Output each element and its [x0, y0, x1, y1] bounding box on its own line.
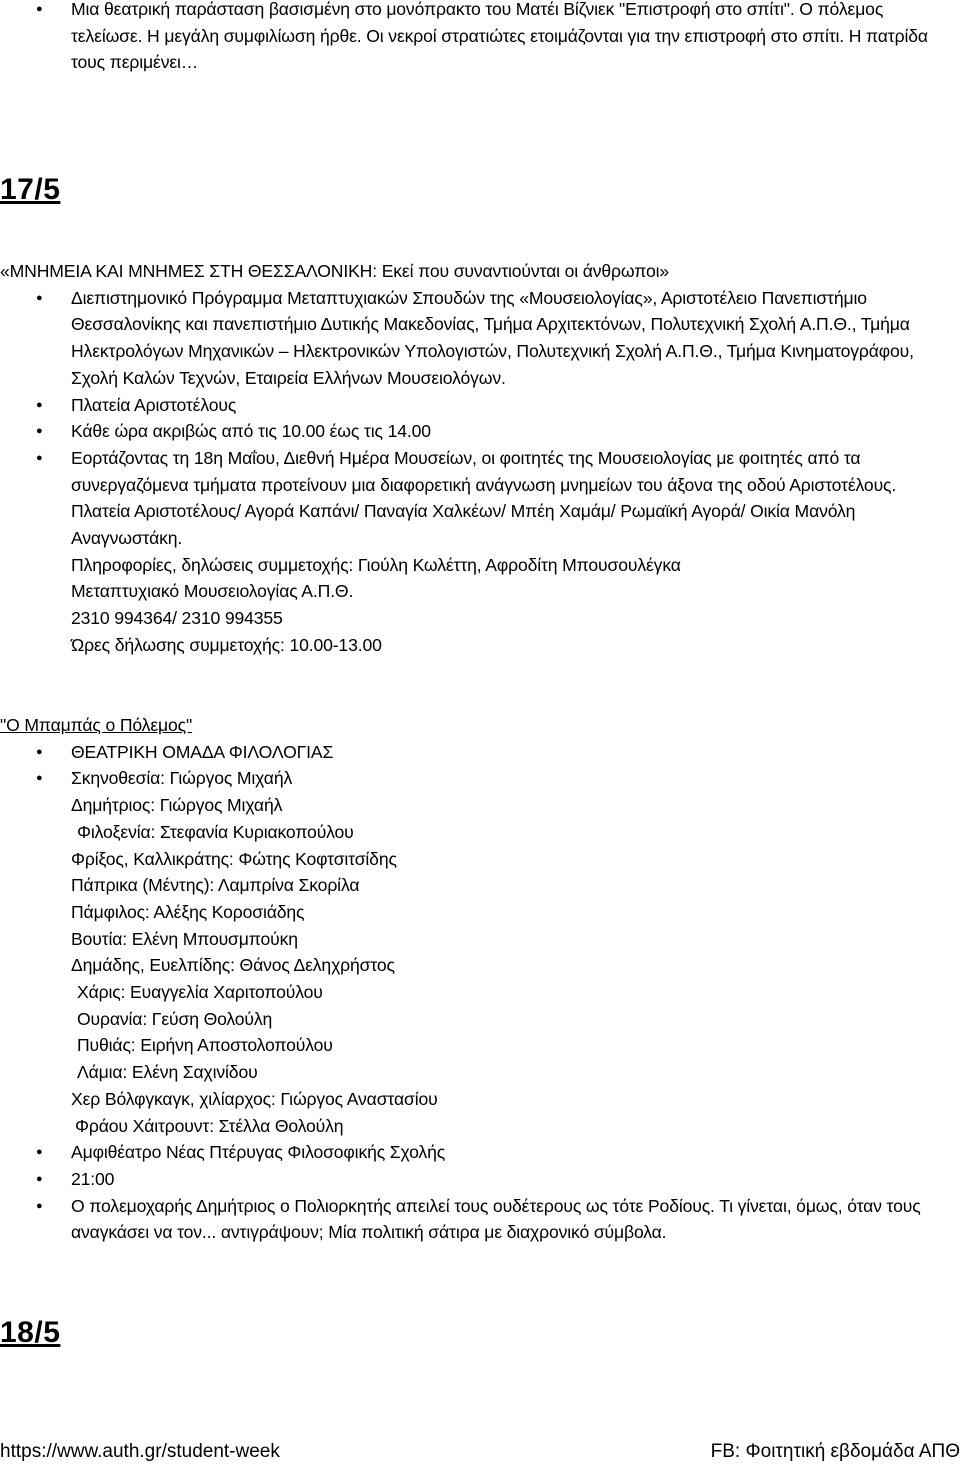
event-museums-hours: Ώρες δήλωσης συμμετοχής: 10.00-13.00 — [71, 634, 382, 655]
event-museums-section — [0, 258, 960, 659]
cast-item: Πυθιάς: Ειρήνη Αποστολοπούλου — [77, 1035, 333, 1056]
event-theater-title: "Ο Μπαμπάς ο Πόλεμος" — [0, 715, 193, 735]
cast-item: Χάρις: Ευαγγελία Χαριτοπούλου — [77, 982, 323, 1003]
intro-paragraph: ● Μια θεατρική παράσταση βασισμένη στο μονόπρακτο του Ματέι Βίζνιεκ "Επιστροφή στο σπίτι". Ο πόλεμος τελείωσε. Η μεγάλη συμφιλίωση ήρθε. Οι νεκροί στρατιώτες ετοιμάζονται για την επιστροφή στο σπίτι. Η πατρίδα τους περιμένει… — [0, 0, 960, 76]
cast-item: Φρίξος, Καλλικράτης: Φώτης Κοφτσιτσίδης — [71, 848, 397, 869]
cast-item: Χερ Βόλφγκαγκ, χιλίαρχος: Γιώργος Αναστασίου — [71, 1088, 438, 1109]
intro-section — [0, 0, 960, 76]
event-theater-description: ● Ο πολεμοχαρής Δημήτριος ο Πολιορκητής απειλεί τους ουδέτερους ως τότε Ροδίους. Τι γίνεται, όμως, όταν τους αναγκάσει να τον... αντιγράψουν; Μία πολιτική σάτιρα με διαχρονικό σύμβολα. — [0, 1193, 960, 1246]
event-museums-location: ● Πλατεία Αριστοτέλους — [0, 392, 960, 419]
event-theater-venue: ● Αμφιθέατρο Νέας Πτέρυγας Φιλοσοφικής Σχολής — [0, 1139, 960, 1166]
event-theater-section — [0, 712, 960, 1246]
event-museums-time: ● Κάθε ώρα ακριβώς από τις 10.00 έως τις 14.00 — [0, 418, 960, 445]
event-museums-title: «ΜΝΗΜΕΙΑ ΚΑΙ ΜΝΗΜΕΣ ΣΤΗ ΘΕΣΣΑΛΟΝΙΚΗ: Εκεί που συναντιούνται οι άνθρωποι» — [0, 261, 669, 281]
footer-facebook-link[interactable]: FB: Φοιτητική εβδομάδα ΑΠΘ — [710, 1441, 960, 1462]
cast-item: Πάμφιλος: Αλέξης Κοροσιάδης — [71, 901, 305, 922]
date-heading-18-5: 18/5 — [0, 1316, 61, 1349]
event-museums-organizers: ● Διεπιστημονικό Πρόγραμμα Μεταπτυχιακών Σπουδών της «Μουσειολογίας», Αριστοτέλειο Πανεπιστήμιο Θεσσαλονίκης και πανεπιστήμιο Δυτικής Μακεδονίας, Τμήμα Αρχιτεκτόνων, Πολυτεχνική Σχολή Α.Π.Θ., Τμήμα Ηλεκτρολόγων Μηχανικών – Ηλεκτρονικών Υπολογιστών, Πολυτεχνική Σχολή Α.Π.Θ., Τμήμα Κινηματογράφου, Σχολή Καλών Τεχνών, Εταιρεία Ελλήνων Μουσειολόγων. — [0, 285, 960, 392]
cast-item: Πάπρικα (Μέντης): Λαμπρίνα Σκορίλα — [71, 875, 360, 896]
event-museums-info: Πληροφορίες, δηλώσεις συμμετοχής: Γιούλη Κωλέττη, Αφροδίτη Μπουσουλέγκα — [71, 554, 681, 575]
footer-url-link[interactable]: https://www.auth.gr/student-week — [0, 1441, 280, 1462]
event-museums-phones: 2310 994364/ 2310 994355 — [71, 608, 283, 629]
event-theater-group: ● ΘΕΑΤΡΙΚΗ ΟΜΑΔΑ ΦΙΛΟΛΟΓΙΑΣ — [0, 739, 960, 766]
cast-item: Βουτία: Ελένη Μπουσμπούκη — [71, 928, 298, 949]
cast-item: Λάμια: Ελένη Σαχινίδου — [77, 1062, 258, 1083]
cast-item: Φιλοξενία: Στεφανία Κυριακοπούλου — [77, 821, 354, 842]
cast-item: Ουρανία: Γεύση Θολούλη — [77, 1008, 273, 1029]
event-museums-description: ● Εορτάζοντας τη 18η Μαΐου, Διεθνή Ημέρα Μουσείων, οι φοιτητές της Μουσειολογίας με φοιτητές από τα συνεργαζόμενα τμήματα προτείνουν μια διαφορετική ανάγνωση μνημείων του άξονα της οδού Αριστοτέλους. Πλατεία Αριστοτέλους/ Αγορά Καπάνι/ Παναγία Χαλκέων/ Μπέη Χαμάμ/ Ρωμαϊκή Αγορά/ Οικία Μανόλη Αναγνωστάκη. — [0, 445, 960, 552]
cast-item: Δημάδης, Ευελπίδης: Θάνος Δεληχρήστος — [71, 955, 395, 976]
event-theater-director: ● Σκηνοθεσία: Γιώργος Μιχαήλ — [0, 765, 960, 792]
event-theater-time: ● 21:00 — [0, 1166, 960, 1193]
date-heading-17-5: 17/5 — [0, 173, 61, 206]
cast-item: Δημήτριος: Γιώργος Μιχαήλ — [71, 795, 283, 816]
cast-item: Φράου Χάιτρουντ: Στέλλα Θολούλη — [75, 1115, 344, 1136]
event-museums-info-org: Μεταπτυχιακό Μουσειολογίας Α.Π.Θ. — [71, 581, 354, 602]
